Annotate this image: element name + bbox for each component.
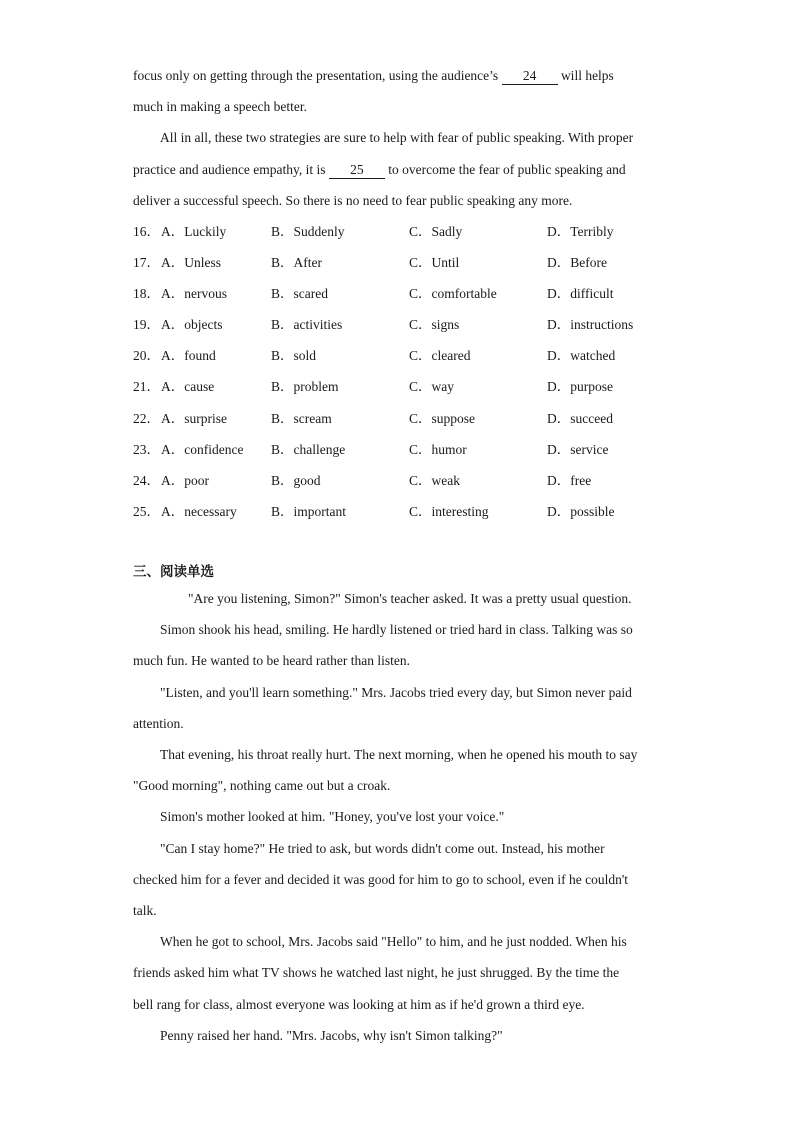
passage-line: deliver a successful speech. So there is no need to fear public speaking any more. (133, 192, 573, 208)
passage-line: much in making a speech better. (133, 99, 307, 115)
passage-line: When he got to school, Mrs. Jacobs said "Hello" to him, and he just nodded. When his (160, 934, 627, 950)
passage-line: Penny raised her hand. "Mrs. Jacobs, why isn't Simon talking?" (160, 1027, 503, 1043)
passage-line: checked him for a fever and decided it was good for him to go to school, even if he couldn't (133, 871, 629, 887)
section-title: 三、阅读单选 (133, 563, 214, 580)
reading-passage (133, 583, 663, 1051)
passage-line: All in all, these two strategies are sure to help with fear of public speaking. With proper (160, 130, 634, 146)
passage-line: Simon's mother looked at him. "Honey, you've lost your voice." (160, 809, 505, 825)
option-row-25: 25． A．necessary B．important C．interesting D．possible (133, 503, 615, 519)
blank-25: 25 (329, 162, 385, 179)
passage-line: "Are you listening, Simon?" Simon's teacher asked. It was a pretty usual question. (188, 590, 632, 606)
passage-line: attention. (133, 715, 184, 731)
option-row-18: 18． A．nervous B．scared C．comfortable D．difficult (133, 286, 614, 302)
passage-line: "Good morning", nothing came out but a croak. (133, 778, 391, 794)
passage-line: bell rang for class, almost everyone was looking at him as if he'd grown a third eye. (133, 996, 585, 1012)
passage-line: focus only on getting through the presentation, using the audience’s 24 will helps (133, 68, 614, 83)
cloze-passage-end (133, 60, 663, 216)
passage-line: "Can I stay home?" He tried to ask, but words didn't come out. Instead, his mother (160, 840, 605, 856)
blank-24: 24 (502, 68, 558, 85)
page-content (133, 60, 663, 1051)
passage-line: That evening, his throat really hurt. The next morning, when he opened his mouth to say (160, 746, 638, 762)
passage-line: Simon shook his head, smiling. He hardly listened or tried hard in class. Talking was so (160, 622, 633, 638)
option-row-17: 17． A．Unless B．After C．Until D．Before (133, 255, 607, 271)
passage-line: "Listen, and you'll learn something." Mrs. Jacobs tried every day, but Simon never paid (160, 684, 632, 700)
option-row-24: 24． A．poor B．good C．weak D．free (133, 472, 592, 488)
option-row-20: 20． A．found B．sold C．cleared D．watched (133, 348, 616, 364)
passage-line: talk. (133, 902, 157, 918)
option-row-16: 16． A．Luckily B．Suddenly C．Sadly D．Terribly (133, 224, 614, 240)
option-row-23: 23． A．confidence B．challenge C．humor D．service (133, 441, 609, 457)
option-row-21: 21． A．cause B．problem C．way D．purpose (133, 379, 613, 395)
answer-options (133, 216, 663, 527)
option-row-19: 19． A．objects B．activities C．signs D．instructions (133, 317, 634, 333)
passage-line: friends asked him what TV shows he watched last night, he just shrugged. By the time the (133, 965, 620, 981)
option-row-22: 22． A．surprise B．scream C．suppose D．succeed (133, 410, 613, 426)
passage-line: much fun. He wanted to be heard rather than listen. (133, 653, 411, 669)
passage-line: practice and audience empathy, it is 25 to overcome the fear of public speaking and (133, 161, 626, 177)
